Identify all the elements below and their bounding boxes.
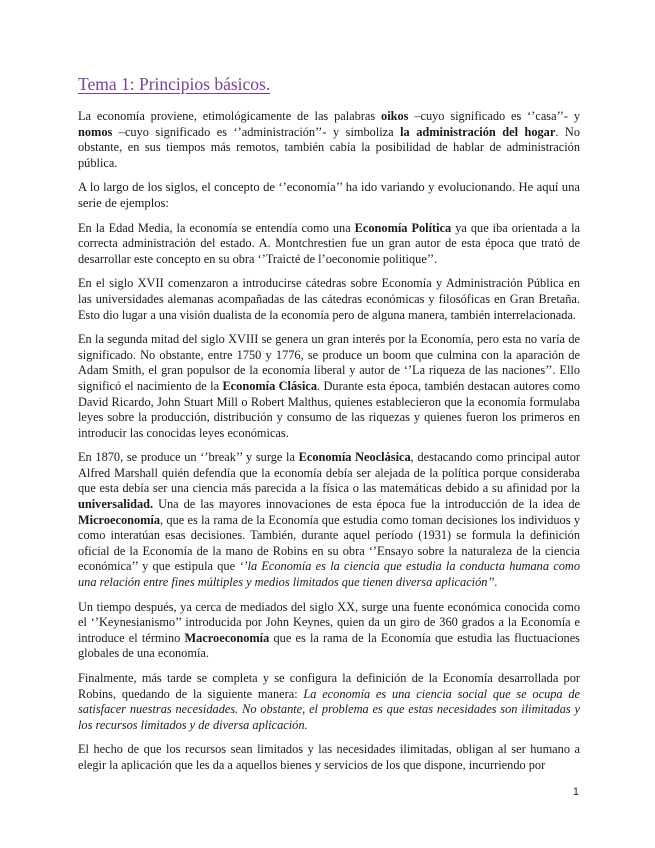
paragraph-etimologia: La economía proviene, etimológicamente de las palabras oikos –cuyo significado es ‘’casa’’- y nomos –cuyo significado es ‘’administración’’- y simboliza la administración del hogar. No obstante, en sus tiempos más remotos, también cabía la posibilidad de hablar de administración pública. [78,109,580,170]
paragraph-edad-media: En la Edad Media, la economía se entendía como una Economía Política ya que iba orientada a la correcta administración del estado. A. Montchrestien fue un gran autor de esta época que trató de desarrollar este concepto en su obra ‘’Traicté de l’oeconomie politique’’. [78,220,580,266]
paragraph-siglo-xviii: En la segunda mitad del siglo XVIII se genera un gran interés por la Economía, pero esta no varía de significado. No obstante, entre 1750 y 1776, se produce un boom que culmina con la aparación de Adam Smith, el gran populsor de la economía liberal y autor de ‘’La riqueza de las naciones’’. Ello significó el nacimiento de la Economía Clásica. Durante esta época, también destacan autores como David Ricardo, John Stuart Mill o Robert Malthus, quienes establecieron que la economía formulaba leyes sobre la producción, distribución y consumo de las riquezas y quienes fueron los primeros en introducir las conocidas leyes económicas. [78,332,580,440]
paragraph-keynesianismo: Un tiempo después, ya cerca de mediados del siglo XX, surge una fuente económica conocida como el ‘’Keynesianismo’’ introducida por John Keynes, quien da un giro de 360 grados a la Economía e introduce el término Macroeconomía que es la rama de la Economía que estudia las fluctuaciones globales de una economía. [78,599,580,661]
page-number: 1 [572,786,579,798]
page-title: Tema 1: Principios básicos. [78,74,271,94]
page-content [78,73,580,783]
paragraph-neoclasica: En 1870, se produce un ‘’break’’ y surge la Economía Neoclásica, destacando como principal autor Alfred Marshall quién defendía que la economía debía ser alejada de la política porque consideraba que esta debía ser una ciencia más parecida a la física o las matemáticas debido a su afinidad por la universalidad. Una de las mayores innovaciones de esta época fue la introducción de la idea de Microeconomía, que es la rama de la Economía que estudia como toman decisiones los individuos y como interatúan esas decisiones. También, durante aquel período (1931) se formula la definición oficial de la Economía de la mano de Robins en su obra ‘’Ensayo sobre la naturaleza de la ciencia económica’’ y que estipula que ‘’la Economía es la ciencia que estudia la conducta humana como una relación entre fines múltiples y medios limitados que tienen diversa aplicación’’. [78,450,580,590]
paragraph-definicion-final: Finalmente, más tarde se completa y se configura la definición de la Economía desarrollada por Robins, quedando de la siguiente manera: La economía es una ciencia social que se ocupa de satisfacer nuestras necesidades. No obstante, el problema es que estas necesidades son ilimitadas y los recursos limitados y de diversa aplicación. [78,671,580,732]
paragraph-siglo-xvii: En el siglo XVII comenzaron a introducirse cátedras sobre Economía y Administración Pública en las universidades alemanas acompañadas de las cátedras económicas y filosóficas en Gran Bretaña. Esto dio lugar a una visión dualista de la economía pero de alguna manera, también interrelacionada. [78,276,580,322]
paragraph-evolucion: A lo largo de los siglos, el concepto de ‘’economía’’ ha ido variando y evolucionando. He aquí una serie de ejemplos: [78,180,580,210]
paragraph-recursos-limitados: El hecho de que los recursos sean limitados y las necesidades ilimitadas, obligan al ser humano a elegir la aplicación que les da a aquellos bienes y servicios de los que dispone, incurriendo por [78,742,580,772]
